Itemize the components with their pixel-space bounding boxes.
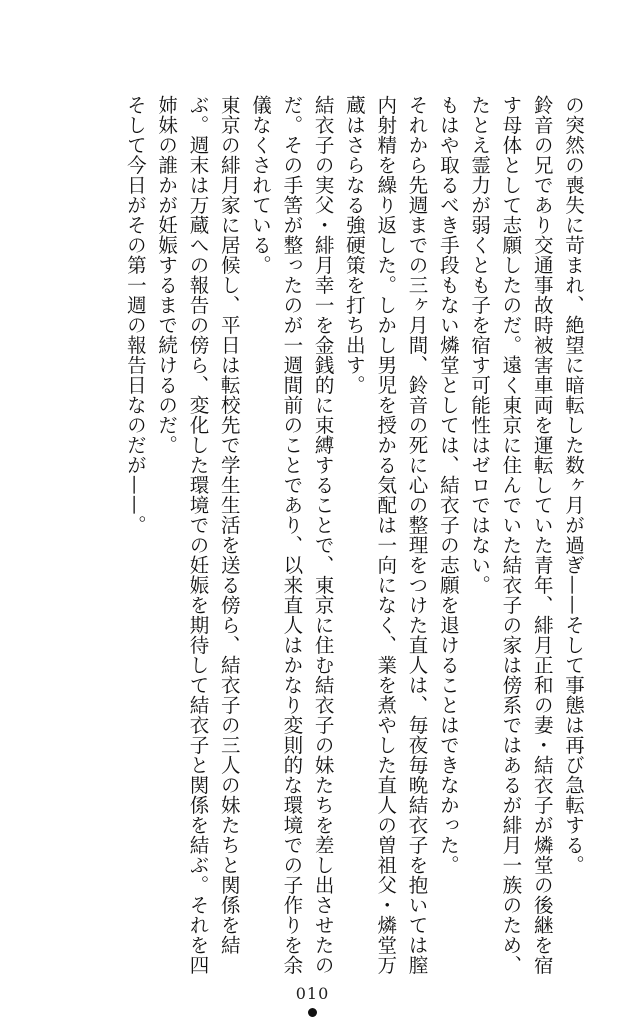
paragraph-4: それから先週までの三ヶ月間、鈴音の死に心の整理をつけた直人は、毎夜毎晩結衣子を抱いては膣内射精を繰り返した。しかし男児を授かる気配は一向になく、業を煮やした直人の曽祖父・燐堂万蔵はさらなる強硬策を打ち出す。 (342, 95, 429, 975)
paragraph-7: そして今日がその第一週の報告日なのだが——。 (123, 95, 147, 535)
paragraph-2: 鈴音の兄であり交通事故時被害車両を運転していた青年、緋月正和の妻・結衣子が燐堂の後継を宿す母体として志願したのだ。遠く東京に住んでいた結衣子の家は傍系ではあるが緋月一族のため、たとえ霊力が弱くとも子を宿す可能性はゼロではない。 (468, 95, 554, 975)
page-number: 010 (295, 984, 330, 1003)
paragraph-1: の突然の喪失に苛まれ、絶望に暗転した数ヶ月が過ぎ——そして事態は再び急転する。 (562, 95, 585, 875)
scene-break-mark (0, 95, 120, 975)
page-dot-marker (308, 1008, 317, 1017)
paragraph-6: 東京の緋月家に居候し、平日は転校先で学生生活を送る傍ら、結衣子の三人の妹たちと関係を結ぶ。週末は万蔵への報告の傍ら、変化した環境での妊娠を期待して結衣子と関係を結ぶ。それを四姉妹の誰かが妊娠するまで続けるのだ。 (155, 95, 241, 975)
paragraph-5: 結衣子の実父・緋月幸一を金銭的に束縛することで、東京に住む結衣子の妹たちを差し出させたのだ。その手筈が整ったのが一週間前のことであり、以来直人はかなり変則的な環境での子作りを余儀なくされている。 (249, 95, 335, 975)
vertical-body-text (29, 95, 589, 975)
paragraph-3: もはや取るべき手段もない燐堂としては、結衣子の志願を退けることはできなかった。 (436, 95, 460, 875)
